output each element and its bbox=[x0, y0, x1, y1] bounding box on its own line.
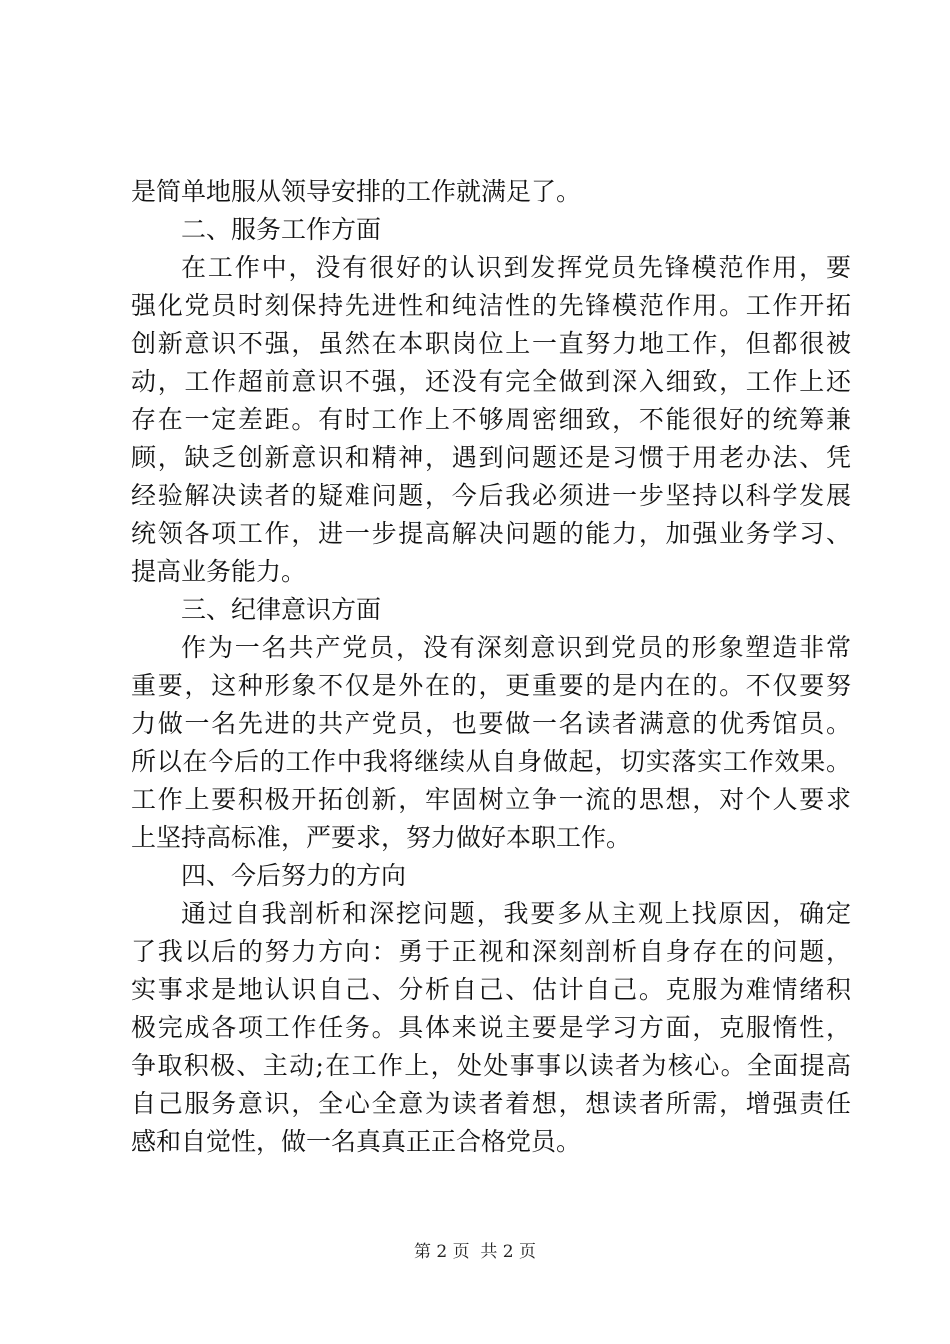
text-line: 实事求是地认识自己、分析自己、估计自己。克服为难情绪积 bbox=[131, 975, 851, 1004]
text-line: 争取积极、主动;在工作上，处处事事以读者为核心。全面提高 bbox=[131, 1051, 851, 1080]
text-line: 在工作中，没有很好的认识到发挥党员先锋模范作用，要 bbox=[181, 253, 851, 282]
text-line: 了我以后的努力方向：勇于正视和深刻剖析自身存在的问题， bbox=[131, 937, 851, 966]
page-number-label: 第 2 页 共 2 页 bbox=[413, 1242, 537, 1262]
text-line: 三、纪律意识方面 bbox=[181, 595, 382, 624]
text-line: 所以在今后的工作中我将继续从自身做起，切实落实工作效果。 bbox=[131, 747, 851, 776]
text-line: 创新意识不强，虽然在本职岗位上一直努力地工作，但都很被 bbox=[131, 329, 851, 358]
text-line: 工作上要积极开拓创新，牢固树立争一流的思想，对个人要求 bbox=[131, 785, 851, 814]
text-line: 感和自觉性，做一名真真正正合格党员。 bbox=[131, 1127, 582, 1156]
text-line: 统领各项工作，进一步提高解决问题的能力，加强业务学习、 bbox=[131, 519, 851, 548]
text-line: 动，工作超前意识不强，还没有完全做到深入细致，工作上还 bbox=[131, 367, 851, 396]
text-line: 力做一名先进的共产党员，也要做一名读者满意的优秀馆员。 bbox=[131, 709, 851, 738]
text-line: 强化党员时刻保持先进性和纯洁性的先锋模范作用。工作开拓 bbox=[131, 291, 851, 320]
text-line: 通过自我剖析和深挖问题，我要多从主观上找原因，确定 bbox=[181, 899, 851, 928]
text-line: 上坚持高标准，严要求，努力做好本职工作。 bbox=[131, 823, 632, 852]
page-footer bbox=[0, 1241, 950, 1263]
text-line: 四、今后努力的方向 bbox=[181, 861, 407, 890]
text-line: 是简单地服从领导安排的工作就满足了。 bbox=[131, 177, 582, 206]
text-line: 经验解决读者的疑难问题，今后我必须进一步坚持以科学发展 bbox=[131, 481, 851, 510]
text-line: 提高业务能力。 bbox=[131, 557, 307, 586]
text-line: 作为一名共产党员，没有深刻意识到党员的形象塑造非常 bbox=[181, 633, 851, 662]
text-line: 自己服务意识，全心全意为读者着想，想读者所需，增强责任 bbox=[131, 1089, 851, 1118]
text-line: 重要，这种形象不仅是外在的，更重要的是内在的。不仅要努 bbox=[131, 671, 851, 700]
text-line: 二、服务工作方面 bbox=[181, 215, 382, 244]
text-line: 极完成各项工作任务。具体来说主要是学习方面，克服惰性， bbox=[131, 1013, 851, 1042]
text-line: 存在一定差距。有时工作上不够周密细致，不能很好的统筹兼 bbox=[131, 405, 851, 434]
text-line: 顾，缺乏创新意识和精神，遇到问题还是习惯于用老办法、凭 bbox=[131, 443, 851, 472]
document-body bbox=[131, 173, 851, 1161]
